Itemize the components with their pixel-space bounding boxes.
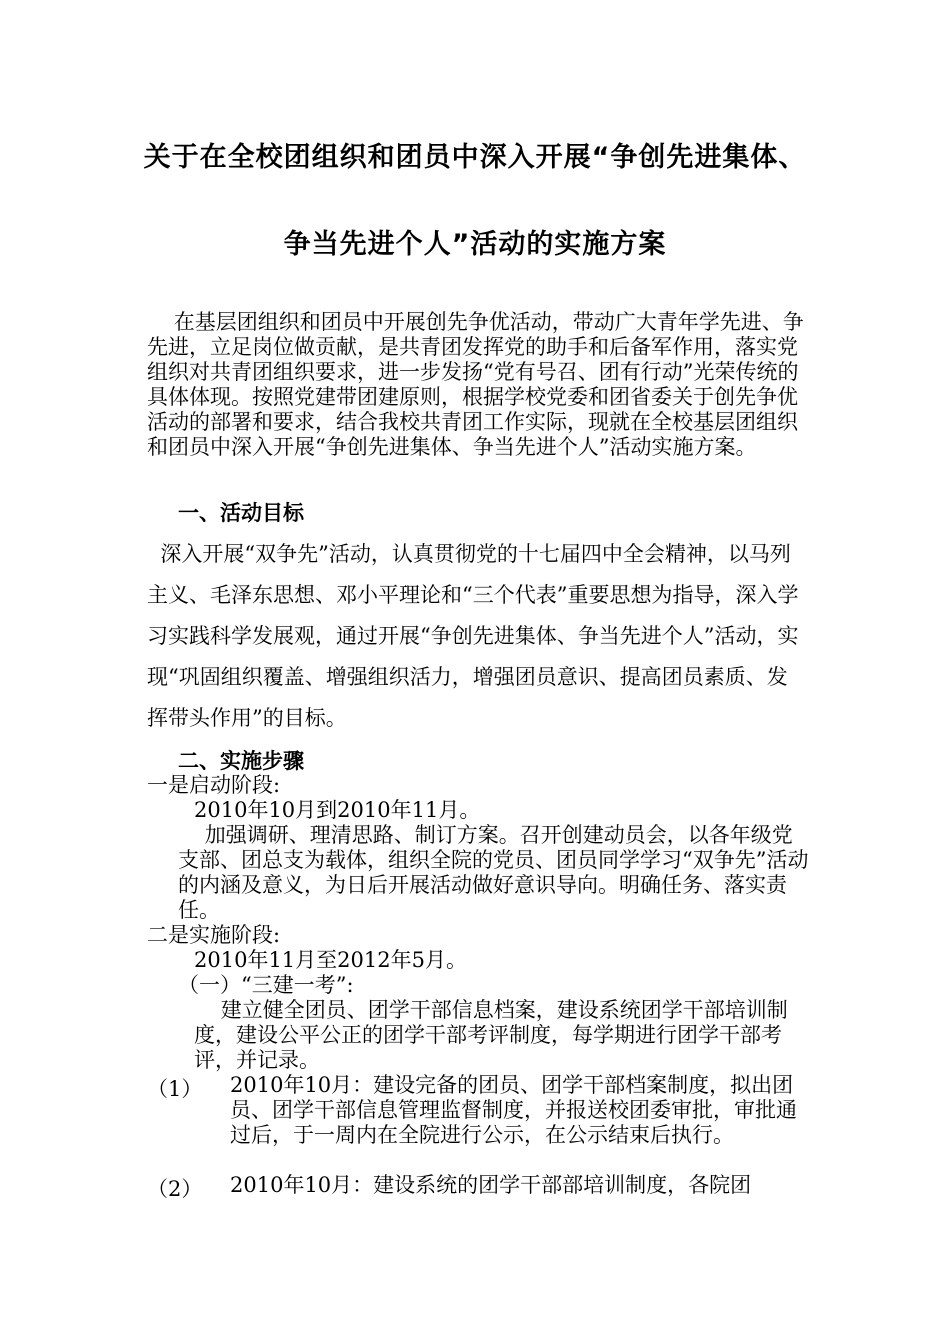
section-1-heading: 一、活动目标 (178, 501, 304, 525)
section-1-body: 深入开展“双争先”活动，认真贯彻党的十七届四中全会精神，以马列主义、毛泽东思想、邓小平理论和“三个代表”重要思想为指导，深入学习实践科学发展观，通过开展“争创先进集体、争当先进个人”活动，实现“巩固组织覆盖、增强组织活力，增强团员意识、提高团员素质、发挥带头作用”的目标。 (147, 542, 799, 730)
stage-2-label: 二是实施阶段: (147, 923, 281, 947)
sub-section-1-body: 建立健全团员、团学干部信息档案，建设系统团学干部培训制度，建设公平公正的团学干部考评制度，每学期进行团学干部考评，并记录。 (194, 998, 788, 1072)
item-2-body: 2010年10月：建设系统的团学干部部培训制度，各院团 (230, 1173, 752, 1197)
stage-1-body: 加强调研、理清思路、制订方案。召开创建动员会，以各年级党支部、团总支为载体，组织全院的党员、团员同学学习“双争先”活动的内涵及意义，为日后开展活动做好意识导向。明确任务、落实责任。 (178, 823, 809, 922)
stage-2-date: 2010年11月至2012年5月。 (194, 948, 467, 972)
document-title-line-2: 争当先进个人”活动的实施方案 (283, 229, 667, 260)
stage-1-date: 2010年10月到2010年11月。 (194, 798, 481, 822)
stage-1-label: 一是启动阶段: (147, 773, 281, 797)
item-1-body: 2010年10月：建设完备的团员、团学干部档案制度，拟出团员、团学干部信息管理监督制度，并报送校团委审批，审批通过后，于一周内在全院进行公示，在公示结束后执行。 (230, 1073, 797, 1147)
item-2-number: （2） (147, 1177, 203, 1201)
item-1-number: （1） (147, 1077, 203, 1101)
sub-section-1-label: （一）“三建一考”: (178, 973, 354, 997)
intro-paragraph: 在基层团组织和团员中开展创先争优活动，带动广大青年学先进、争先进，立足岗位做贡献，是共青团发挥党的助手和后备军作用，落实党组织对共青团组织要求，进一步发扬“党有号召、团有行动”光荣传统的具体体现。按照党建带团建原则，根据学校党委和团省委关于创先争优活动的部署和要求，结合我校共青团工作实际，现就在全校基层团组织和团员中深入开展“争创先进集体、争当先进个人”活动实施方案。 (147, 310, 804, 459)
section-2-heading: 二、实施步骤 (178, 749, 304, 773)
document-title-line-1: 关于在全校团组织和团员中深入开展“争创先进集体、 (143, 142, 807, 173)
